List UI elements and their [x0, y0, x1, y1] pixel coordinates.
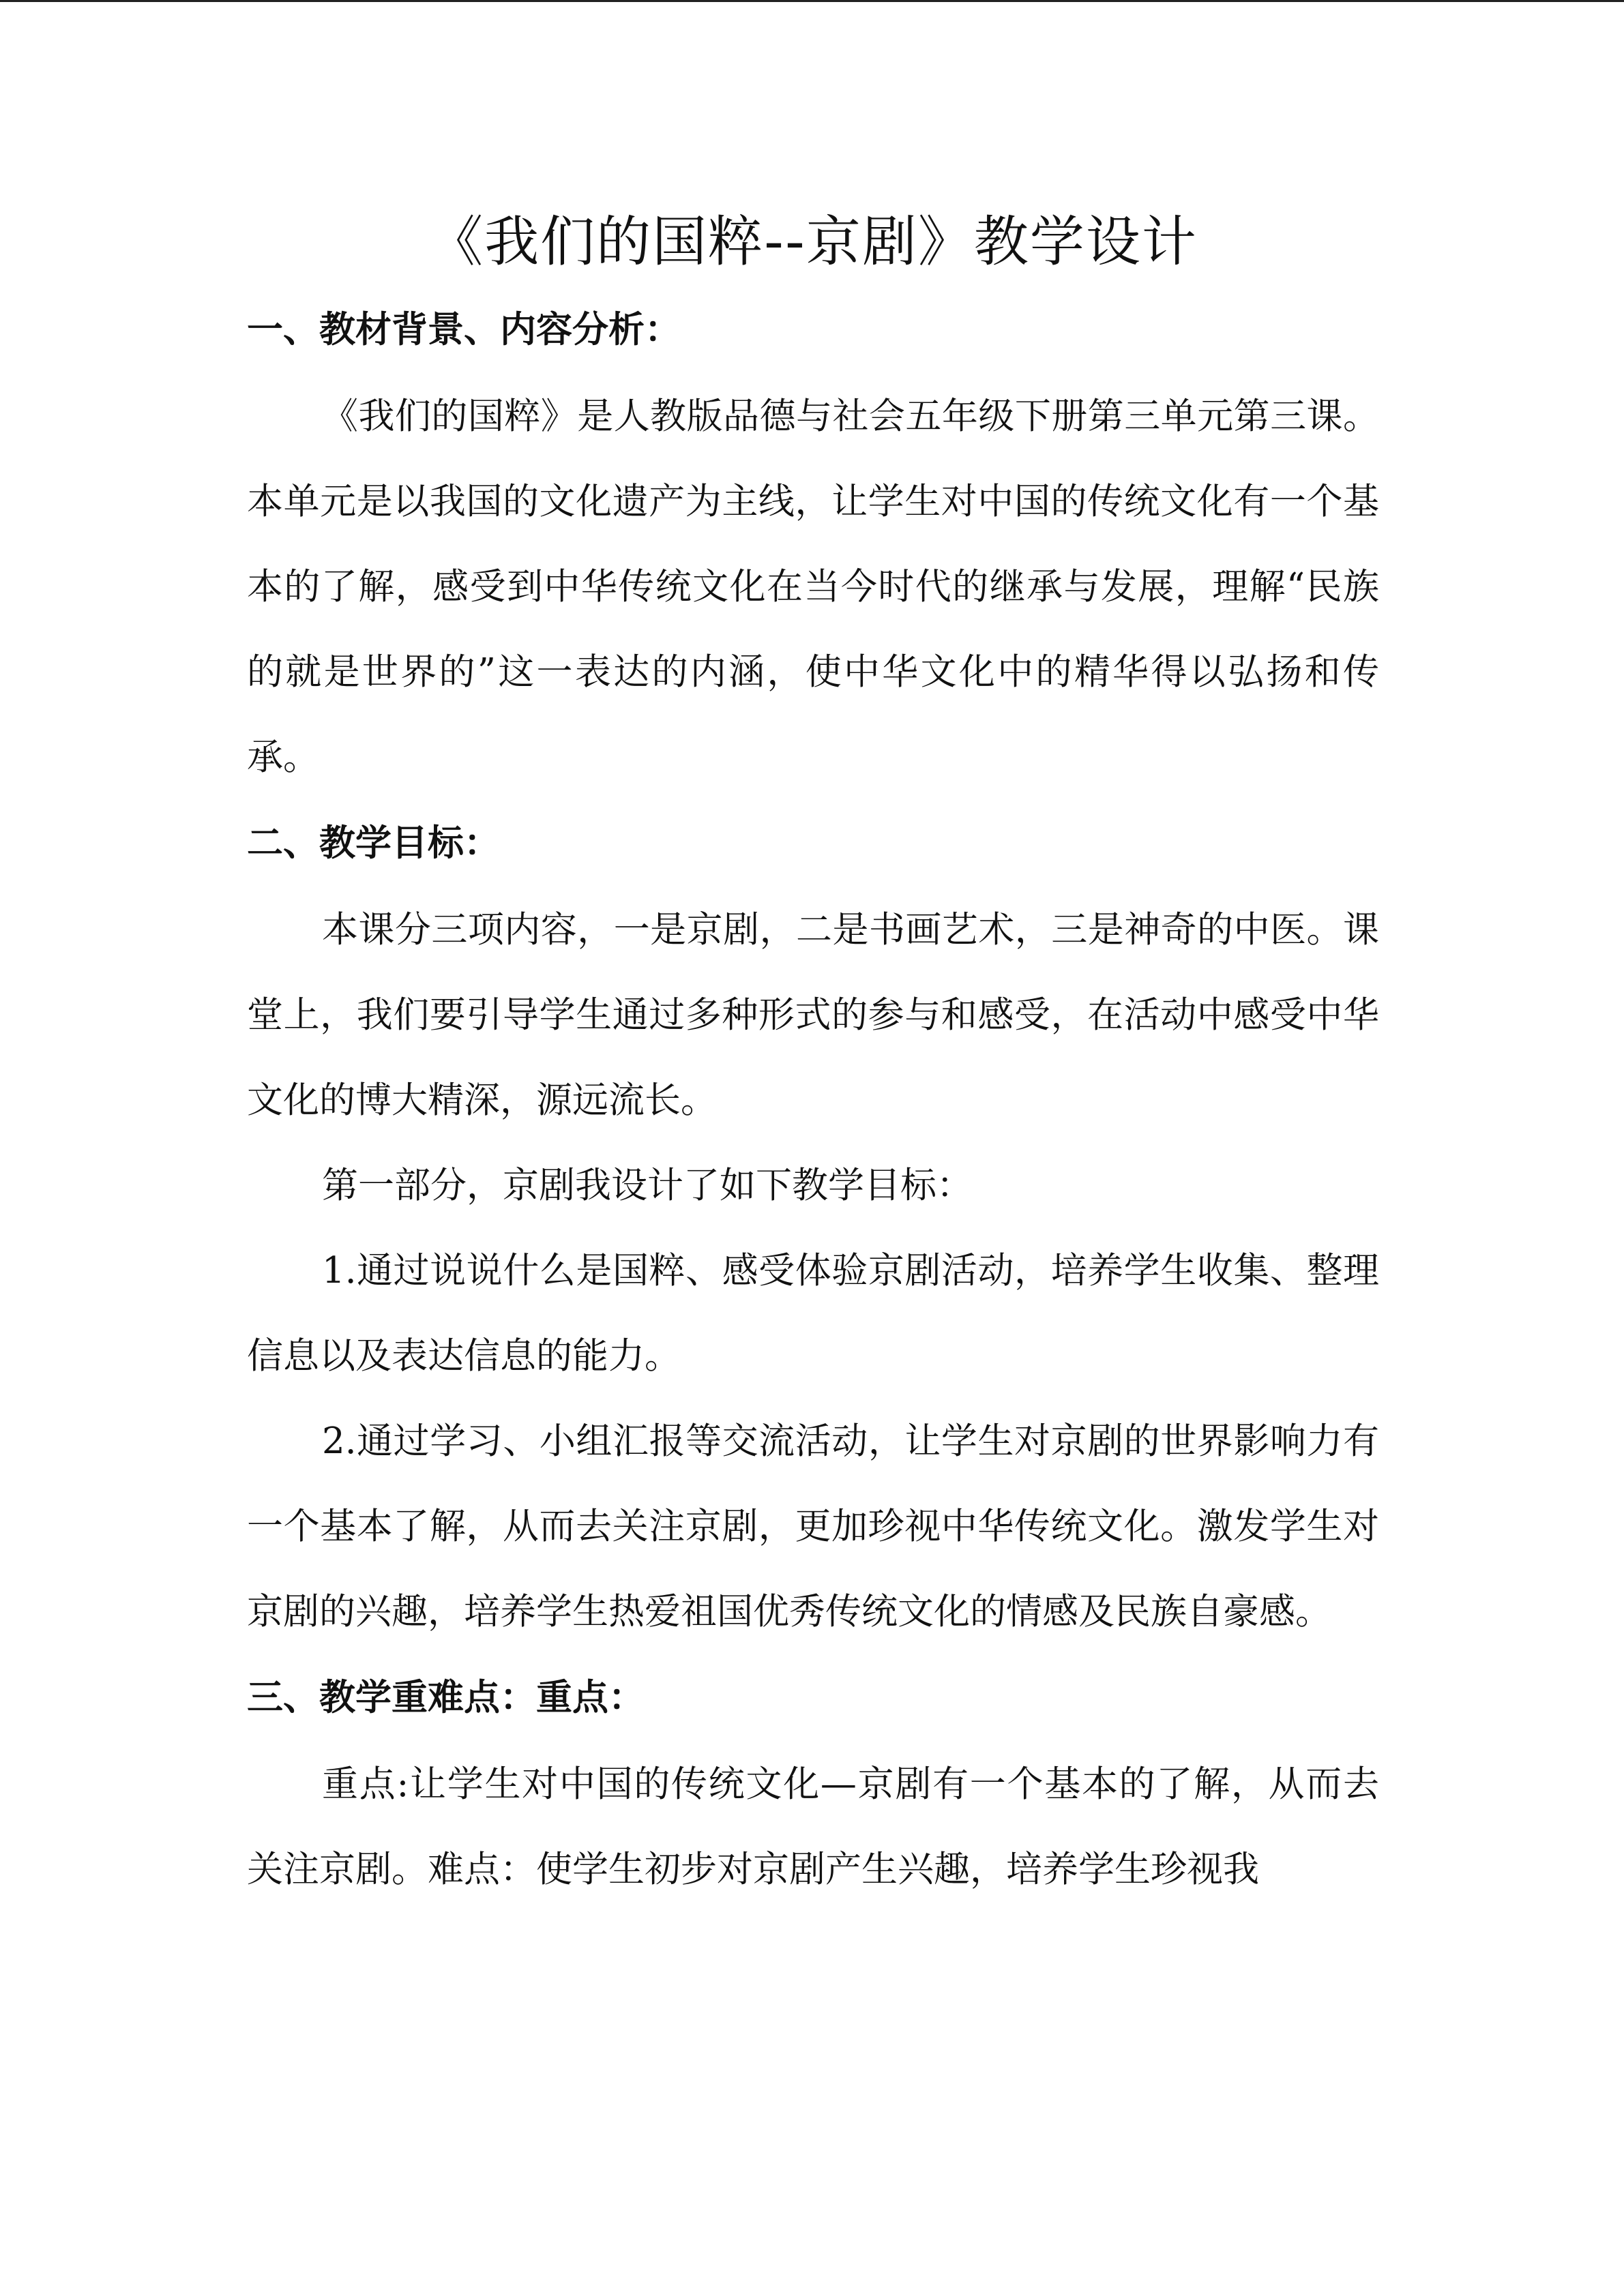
section-heading-background: 一、教材背景、内容分析： [247, 309, 681, 351]
paragraph-key-points: 重点:让学生对中国的传统文化—京剧有一个基本的了解，从而去关注京剧。难点：使学生初步对京剧产生兴趣，培养学生珍视我 [247, 1763, 1379, 1890]
page-top-border [0, 0, 1624, 2]
paragraph-objectives-overview: 本课分三项内容，一是京剧，二是书画艺术，三是神奇的中医。课堂上，我们要引导学生通过多种形式的参与和感受，在活动中感受中华文化的博大精深，源远流长。 [247, 909, 1379, 1121]
paragraph-objective-2: 2.通过学习、小组汇报等交流活动，让学生对京剧的世界影响力有一个基本了解，从而去关注京剧，更加珍视中华传统文化。激发学生对京剧的兴趣，培养学生热爱祖国优秀传统文化的情感及民族自豪感。 [247, 1420, 1379, 1632]
paragraph-background: 《我们的国粹》是人教版品德与社会五年级下册第三单元第三课。本单元是以我国的文化遗产为主线，让学生对中国的传统文化有一个基本的了解，感受到中华传统文化在当今时代的继承与发展，理解“民族的就是世界的”这一表达的内涵，使中华文化中的精华得以弘扬和传承。 [247, 396, 1379, 778]
document-body [247, 198, 1379, 1912]
section-key-points [247, 1654, 1379, 1912]
section-background [247, 286, 1379, 800]
section-heading-objectives: 二、教学目标： [247, 822, 500, 864]
paragraph-objective-1: 1.通过说说什么是国粹、感受体验京剧活动，培养学生收集、整理信息以及表达信息的能力。 [247, 1250, 1379, 1377]
section-heading-key-points: 三、教学重难点：重点： [247, 1677, 645, 1718]
section-objectives [247, 800, 1379, 1654]
paragraph-objectives-intro: 第一部分，京剧我设计了如下教学目标： [322, 1165, 973, 1206]
document-title: 《我们的国粹--京剧》教学设计 [428, 210, 1198, 273]
